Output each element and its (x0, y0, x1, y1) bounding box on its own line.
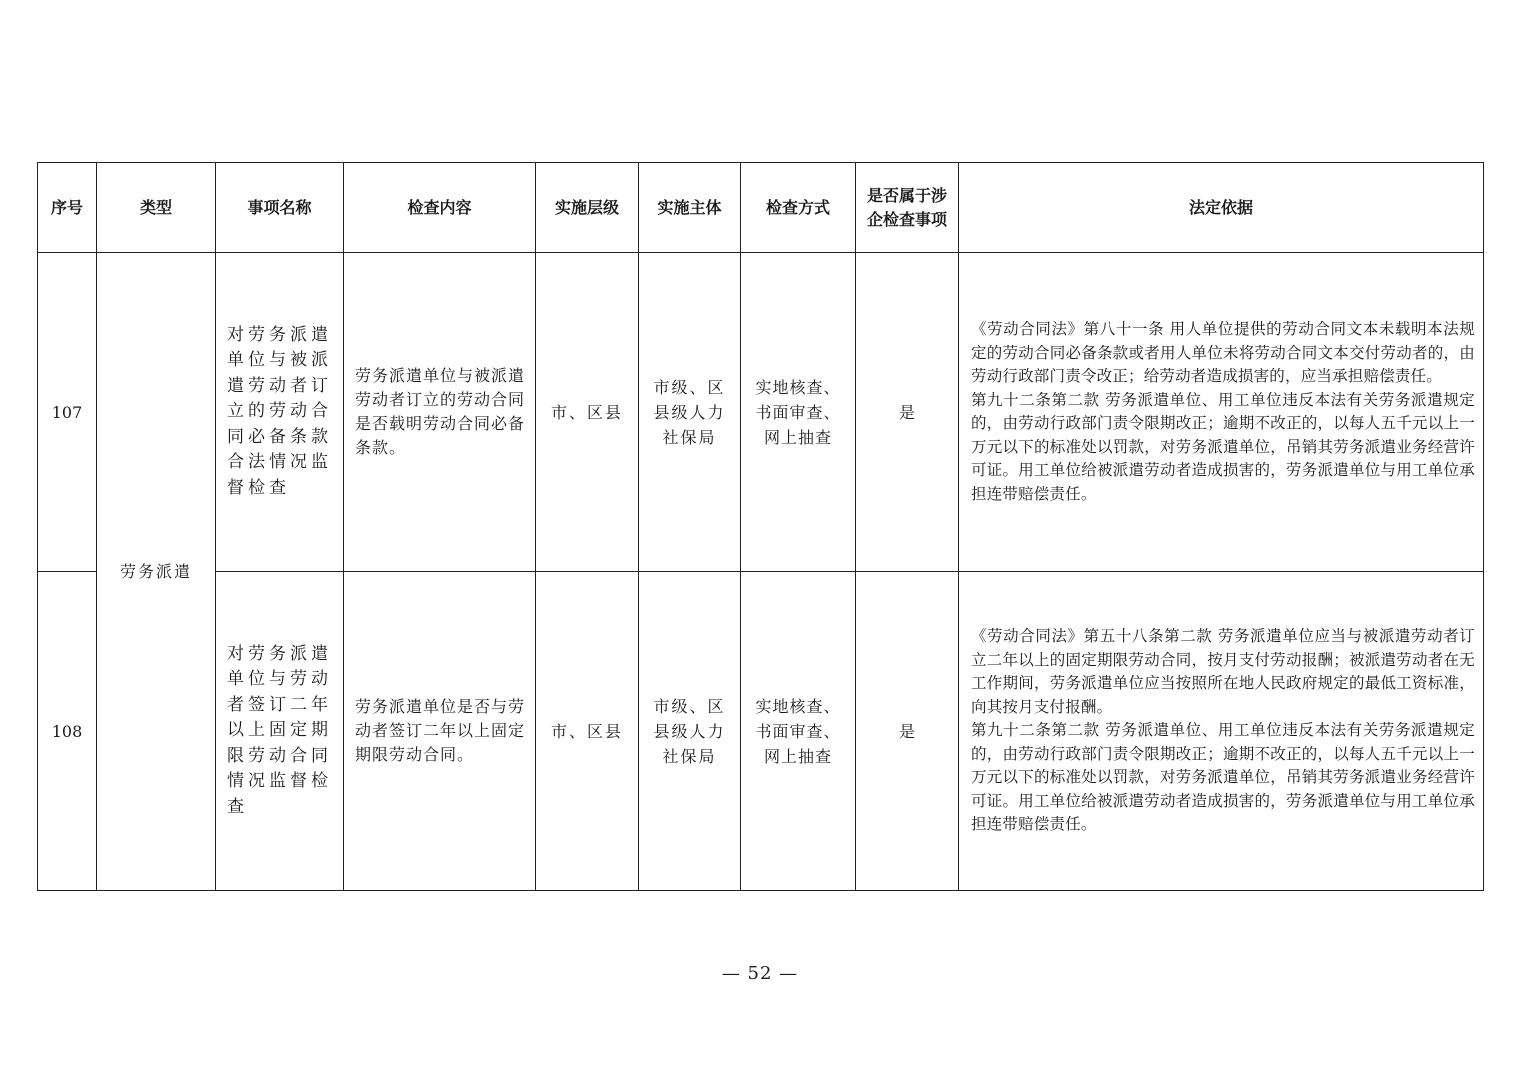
row-method (741, 253, 856, 572)
header-enterprise-label: 是否属于涉企检查事项 (867, 185, 948, 229)
header-type: 类型 (97, 163, 216, 253)
row-seq: 108 (38, 572, 97, 891)
table-row (38, 253, 1484, 572)
header-enterprise (856, 163, 959, 253)
header-item-name: 事项名称 (216, 163, 344, 253)
table-header-row (38, 163, 1484, 253)
header-subject: 实施主体 (639, 163, 741, 253)
row-basis-paragraph: 第九十二条第二款 劳务派遣单位、用工单位违反本法有关劳务派遣规定的，由劳动行政部门责令限期改正；逾期不改正的，以每人五千元以上一万元以下的标准处以罚款，对劳务派遣单位，吊销其劳务派遣业务经营许可证。用工单位给被派遣劳动者造成损害的，劳务派遣单位与用工单位承担连带赔偿责任。 (971, 390, 1475, 503)
row-basis-paragraph: 第九十二条第二款 劳务派遣单位、用工单位违反本法有关劳务派遣规定的，由劳动行政部门责令限期改正；逾期不改正的，以每人五千元以上一万元以下的标准处以罚款，对劳务派遣单位，吊销其劳务派遣业务经营许可证。用工单位给被派遣劳动者造成损害的，劳务派遣单位与用工单位承担连带赔偿责任。 (971, 721, 1475, 834)
row-subject (639, 572, 741, 891)
row-basis-paragraph: 《劳动合同法》第八十一条 用人单位提供的劳动合同文本未载明本法规定的劳动合同必备条款或者用人单位未将劳动合同文本交付劳动者的，由劳动行政部门责令改正；给劳动者造成损害的，应当承担赔偿责任。 (971, 320, 1475, 385)
row-item-name: 对劳务派遣单位与被派遣劳动者订立的劳动合同必备条款合法情况监督检查 (216, 253, 344, 572)
row-seq: 107 (38, 253, 97, 572)
row-item-name: 对劳务派遣单位与劳动者签订二年以上固定期限劳动合同情况监督检查 (216, 572, 344, 891)
row-basis-paragraph: 《劳动合同法》第五十八条第二款 劳务派遣单位应当与被派遣劳动者订立二年以上的固定期限劳动合同，按月支付劳动报酬；被派遣劳动者在无工作期间，劳务派遣单位应当按照所在地人民政府规定的最低工资标准，向其按月支付报酬。 (971, 627, 1475, 716)
page-number: — 52 — (721, 963, 799, 984)
row-level: 市、区县 (536, 253, 639, 572)
header-method: 检查方式 (741, 163, 856, 253)
row-content: 劳务派遣单位与被派遣劳动者订立的劳动合同是否载明劳动合同必备条款。 (344, 253, 536, 572)
header-content: 检查内容 (344, 163, 536, 253)
header-basis: 法定依据 (959, 163, 1484, 253)
row-method (741, 572, 856, 891)
row-enterprise: 是 (856, 572, 959, 891)
row-type: 劳务派遣 (97, 253, 216, 891)
row-content: 劳务派遣单位是否与劳动者签订二年以上固定期限劳动合同。 (344, 572, 536, 891)
table-row (38, 572, 1484, 891)
header-level: 实施层级 (536, 163, 639, 253)
row-subject-text: 市级、区县级人力社保局 (653, 377, 726, 447)
row-level: 市、区县 (536, 572, 639, 891)
row-basis (959, 253, 1484, 572)
row-subject (639, 253, 741, 572)
row-subject-text: 市级、区县级人力社保局 (653, 696, 726, 766)
row-method-text: 实地核查、书面审查、网上抽查 (755, 377, 841, 447)
row-method-text: 实地核查、书面审查、网上抽查 (755, 696, 841, 766)
header-seq: 序号 (38, 163, 97, 253)
row-basis (959, 572, 1484, 891)
inspection-table (37, 162, 1484, 891)
row-enterprise: 是 (856, 253, 959, 572)
